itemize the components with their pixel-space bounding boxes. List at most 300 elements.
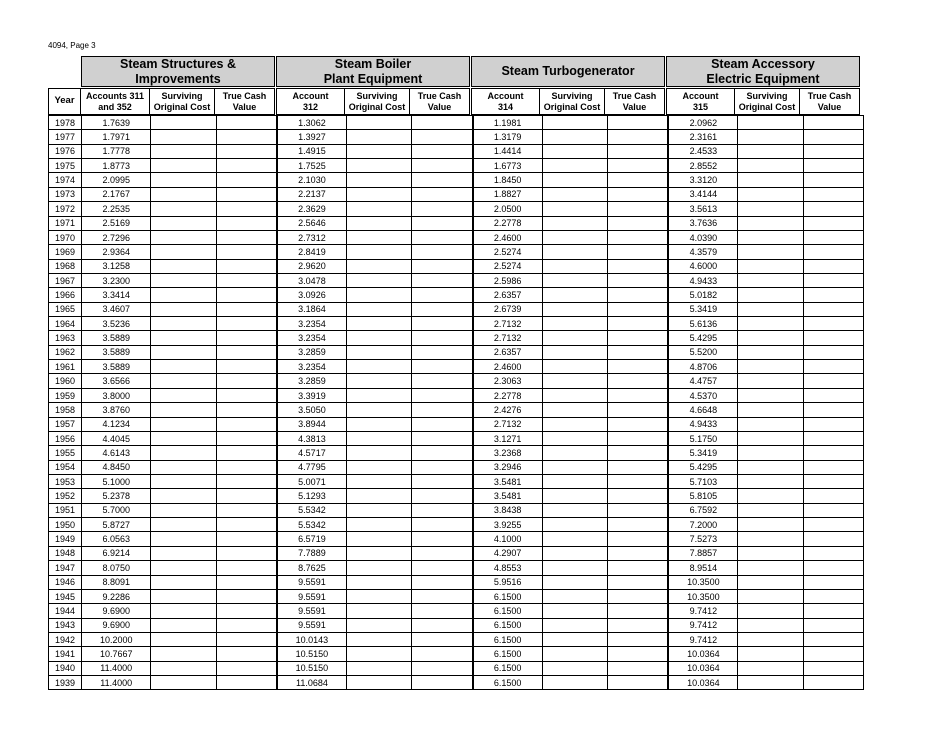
surviving-cost-cell[interactable] [347,618,412,632]
true-cash-value-cell[interactable] [216,676,276,690]
true-cash-value-cell[interactable] [412,187,472,201]
surviving-cost-cell[interactable] [542,360,607,374]
surviving-cost-cell[interactable] [738,604,803,618]
surviving-cost-cell[interactable] [347,317,412,331]
surviving-cost-cell[interactable] [347,546,412,560]
surviving-cost-cell[interactable] [738,661,803,675]
surviving-cost-cell[interactable] [542,575,607,589]
true-cash-value-cell[interactable] [216,446,276,460]
true-cash-value-cell[interactable] [803,116,863,130]
true-cash-value-cell[interactable] [608,216,668,230]
true-cash-value-cell[interactable] [608,618,668,632]
true-cash-value-cell[interactable] [803,245,863,259]
surviving-cost-cell[interactable] [151,518,216,532]
surviving-cost-cell[interactable] [347,259,412,273]
surviving-cost-cell[interactable] [347,331,412,345]
true-cash-value-cell[interactable] [608,116,668,130]
surviving-cost-cell[interactable] [347,575,412,589]
surviving-cost-cell[interactable] [151,546,216,560]
true-cash-value-cell[interactable] [608,431,668,445]
true-cash-value-cell[interactable] [412,618,472,632]
true-cash-value-cell[interactable] [803,159,863,173]
true-cash-value-cell[interactable] [803,460,863,474]
true-cash-value-cell[interactable] [803,518,863,532]
surviving-cost-cell[interactable] [738,417,803,431]
true-cash-value-cell[interactable] [608,489,668,503]
surviving-cost-cell[interactable] [738,647,803,661]
true-cash-value-cell[interactable] [803,187,863,201]
surviving-cost-cell[interactable] [542,676,607,690]
true-cash-value-cell[interactable] [608,288,668,302]
true-cash-value-cell[interactable] [803,575,863,589]
surviving-cost-cell[interactable] [542,187,607,201]
true-cash-value-cell[interactable] [216,618,276,632]
surviving-cost-cell[interactable] [151,431,216,445]
surviving-cost-cell[interactable] [738,345,803,359]
true-cash-value-cell[interactable] [803,561,863,575]
true-cash-value-cell[interactable] [216,173,276,187]
true-cash-value-cell[interactable] [803,474,863,488]
true-cash-value-cell[interactable] [412,331,472,345]
surviving-cost-cell[interactable] [542,647,607,661]
true-cash-value-cell[interactable] [412,446,472,460]
true-cash-value-cell[interactable] [608,446,668,460]
surviving-cost-cell[interactable] [542,431,607,445]
surviving-cost-cell[interactable] [542,230,607,244]
surviving-cost-cell[interactable] [151,360,216,374]
surviving-cost-cell[interactable] [151,302,216,316]
surviving-cost-cell[interactable] [542,546,607,560]
true-cash-value-cell[interactable] [608,245,668,259]
true-cash-value-cell[interactable] [412,202,472,216]
true-cash-value-cell[interactable] [216,144,276,158]
true-cash-value-cell[interactable] [412,302,472,316]
true-cash-value-cell[interactable] [216,604,276,618]
surviving-cost-cell[interactable] [542,403,607,417]
true-cash-value-cell[interactable] [216,331,276,345]
surviving-cost-cell[interactable] [738,116,803,130]
surviving-cost-cell[interactable] [347,532,412,546]
surviving-cost-cell[interactable] [151,116,216,130]
true-cash-value-cell[interactable] [803,589,863,603]
surviving-cost-cell[interactable] [347,503,412,517]
true-cash-value-cell[interactable] [412,130,472,144]
true-cash-value-cell[interactable] [608,345,668,359]
true-cash-value-cell[interactable] [608,589,668,603]
surviving-cost-cell[interactable] [738,503,803,517]
true-cash-value-cell[interactable] [803,374,863,388]
surviving-cost-cell[interactable] [738,159,803,173]
surviving-cost-cell[interactable] [738,259,803,273]
true-cash-value-cell[interactable] [608,474,668,488]
true-cash-value-cell[interactable] [412,575,472,589]
surviving-cost-cell[interactable] [738,245,803,259]
surviving-cost-cell[interactable] [151,417,216,431]
true-cash-value-cell[interactable] [216,187,276,201]
true-cash-value-cell[interactable] [216,632,276,646]
surviving-cost-cell[interactable] [542,561,607,575]
surviving-cost-cell[interactable] [542,130,607,144]
surviving-cost-cell[interactable] [542,661,607,675]
true-cash-value-cell[interactable] [608,374,668,388]
surviving-cost-cell[interactable] [151,159,216,173]
true-cash-value-cell[interactable] [412,259,472,273]
true-cash-value-cell[interactable] [608,403,668,417]
surviving-cost-cell[interactable] [347,130,412,144]
true-cash-value-cell[interactable] [412,589,472,603]
true-cash-value-cell[interactable] [412,503,472,517]
surviving-cost-cell[interactable] [738,431,803,445]
surviving-cost-cell[interactable] [738,187,803,201]
surviving-cost-cell[interactable] [347,302,412,316]
surviving-cost-cell[interactable] [151,503,216,517]
true-cash-value-cell[interactable] [608,661,668,675]
surviving-cost-cell[interactable] [738,317,803,331]
surviving-cost-cell[interactable] [542,618,607,632]
true-cash-value-cell[interactable] [803,302,863,316]
surviving-cost-cell[interactable] [347,230,412,244]
surviving-cost-cell[interactable] [151,403,216,417]
surviving-cost-cell[interactable] [542,245,607,259]
surviving-cost-cell[interactable] [542,604,607,618]
surviving-cost-cell[interactable] [347,187,412,201]
surviving-cost-cell[interactable] [151,245,216,259]
true-cash-value-cell[interactable] [803,417,863,431]
surviving-cost-cell[interactable] [738,446,803,460]
surviving-cost-cell[interactable] [151,317,216,331]
surviving-cost-cell[interactable] [542,388,607,402]
true-cash-value-cell[interactable] [412,245,472,259]
surviving-cost-cell[interactable] [347,173,412,187]
true-cash-value-cell[interactable] [216,474,276,488]
surviving-cost-cell[interactable] [347,589,412,603]
true-cash-value-cell[interactable] [803,546,863,560]
true-cash-value-cell[interactable] [803,173,863,187]
surviving-cost-cell[interactable] [151,532,216,546]
true-cash-value-cell[interactable] [216,647,276,661]
true-cash-value-cell[interactable] [803,431,863,445]
true-cash-value-cell[interactable] [608,317,668,331]
true-cash-value-cell[interactable] [803,489,863,503]
surviving-cost-cell[interactable] [542,589,607,603]
surviving-cost-cell[interactable] [151,575,216,589]
surviving-cost-cell[interactable] [738,288,803,302]
true-cash-value-cell[interactable] [412,345,472,359]
true-cash-value-cell[interactable] [608,676,668,690]
surviving-cost-cell[interactable] [151,474,216,488]
true-cash-value-cell[interactable] [412,230,472,244]
true-cash-value-cell[interactable] [803,144,863,158]
surviving-cost-cell[interactable] [542,417,607,431]
surviving-cost-cell[interactable] [542,474,607,488]
surviving-cost-cell[interactable] [738,202,803,216]
true-cash-value-cell[interactable] [608,604,668,618]
true-cash-value-cell[interactable] [803,446,863,460]
true-cash-value-cell[interactable] [608,460,668,474]
true-cash-value-cell[interactable] [412,360,472,374]
surviving-cost-cell[interactable] [542,331,607,345]
surviving-cost-cell[interactable] [738,374,803,388]
true-cash-value-cell[interactable] [608,388,668,402]
true-cash-value-cell[interactable] [216,245,276,259]
true-cash-value-cell[interactable] [216,360,276,374]
true-cash-value-cell[interactable] [608,331,668,345]
true-cash-value-cell[interactable] [412,417,472,431]
true-cash-value-cell[interactable] [608,273,668,287]
true-cash-value-cell[interactable] [803,317,863,331]
true-cash-value-cell[interactable] [216,460,276,474]
true-cash-value-cell[interactable] [803,130,863,144]
true-cash-value-cell[interactable] [216,159,276,173]
true-cash-value-cell[interactable] [412,632,472,646]
surviving-cost-cell[interactable] [347,144,412,158]
true-cash-value-cell[interactable] [412,403,472,417]
surviving-cost-cell[interactable] [347,417,412,431]
true-cash-value-cell[interactable] [803,360,863,374]
true-cash-value-cell[interactable] [216,273,276,287]
surviving-cost-cell[interactable] [347,345,412,359]
true-cash-value-cell[interactable] [412,317,472,331]
surviving-cost-cell[interactable] [347,202,412,216]
true-cash-value-cell[interactable] [608,561,668,575]
true-cash-value-cell[interactable] [412,661,472,675]
true-cash-value-cell[interactable] [412,676,472,690]
true-cash-value-cell[interactable] [216,288,276,302]
surviving-cost-cell[interactable] [151,345,216,359]
surviving-cost-cell[interactable] [542,202,607,216]
surviving-cost-cell[interactable] [542,518,607,532]
surviving-cost-cell[interactable] [151,676,216,690]
true-cash-value-cell[interactable] [803,230,863,244]
surviving-cost-cell[interactable] [542,446,607,460]
surviving-cost-cell[interactable] [542,216,607,230]
surviving-cost-cell[interactable] [738,460,803,474]
surviving-cost-cell[interactable] [151,647,216,661]
surviving-cost-cell[interactable] [347,518,412,532]
true-cash-value-cell[interactable] [803,331,863,345]
surviving-cost-cell[interactable] [347,489,412,503]
true-cash-value-cell[interactable] [216,317,276,331]
surviving-cost-cell[interactable] [738,589,803,603]
true-cash-value-cell[interactable] [803,216,863,230]
surviving-cost-cell[interactable] [542,144,607,158]
surviving-cost-cell[interactable] [542,273,607,287]
true-cash-value-cell[interactable] [216,345,276,359]
true-cash-value-cell[interactable] [608,360,668,374]
true-cash-value-cell[interactable] [608,417,668,431]
true-cash-value-cell[interactable] [608,302,668,316]
surviving-cost-cell[interactable] [738,230,803,244]
surviving-cost-cell[interactable] [347,288,412,302]
surviving-cost-cell[interactable] [347,245,412,259]
surviving-cost-cell[interactable] [347,360,412,374]
surviving-cost-cell[interactable] [542,503,607,517]
surviving-cost-cell[interactable] [542,116,607,130]
surviving-cost-cell[interactable] [347,632,412,646]
true-cash-value-cell[interactable] [803,647,863,661]
surviving-cost-cell[interactable] [542,159,607,173]
surviving-cost-cell[interactable] [151,273,216,287]
true-cash-value-cell[interactable] [412,216,472,230]
surviving-cost-cell[interactable] [738,676,803,690]
true-cash-value-cell[interactable] [412,116,472,130]
surviving-cost-cell[interactable] [151,288,216,302]
true-cash-value-cell[interactable] [412,532,472,546]
true-cash-value-cell[interactable] [608,647,668,661]
surviving-cost-cell[interactable] [347,116,412,130]
true-cash-value-cell[interactable] [803,202,863,216]
surviving-cost-cell[interactable] [151,216,216,230]
true-cash-value-cell[interactable] [412,144,472,158]
true-cash-value-cell[interactable] [216,417,276,431]
true-cash-value-cell[interactable] [803,532,863,546]
true-cash-value-cell[interactable] [412,159,472,173]
true-cash-value-cell[interactable] [608,144,668,158]
surviving-cost-cell[interactable] [542,345,607,359]
surviving-cost-cell[interactable] [542,532,607,546]
true-cash-value-cell[interactable] [608,159,668,173]
true-cash-value-cell[interactable] [216,374,276,388]
true-cash-value-cell[interactable] [216,575,276,589]
true-cash-value-cell[interactable] [608,518,668,532]
true-cash-value-cell[interactable] [216,388,276,402]
true-cash-value-cell[interactable] [608,575,668,589]
surviving-cost-cell[interactable] [347,474,412,488]
surviving-cost-cell[interactable] [738,173,803,187]
surviving-cost-cell[interactable] [738,302,803,316]
surviving-cost-cell[interactable] [347,374,412,388]
surviving-cost-cell[interactable] [347,460,412,474]
true-cash-value-cell[interactable] [216,546,276,560]
true-cash-value-cell[interactable] [803,618,863,632]
surviving-cost-cell[interactable] [542,632,607,646]
surviving-cost-cell[interactable] [542,317,607,331]
true-cash-value-cell[interactable] [608,173,668,187]
true-cash-value-cell[interactable] [608,187,668,201]
surviving-cost-cell[interactable] [151,374,216,388]
true-cash-value-cell[interactable] [412,388,472,402]
true-cash-value-cell[interactable] [803,661,863,675]
true-cash-value-cell[interactable] [216,431,276,445]
true-cash-value-cell[interactable] [803,604,863,618]
surviving-cost-cell[interactable] [347,159,412,173]
surviving-cost-cell[interactable] [151,618,216,632]
true-cash-value-cell[interactable] [216,489,276,503]
true-cash-value-cell[interactable] [412,173,472,187]
surviving-cost-cell[interactable] [738,532,803,546]
surviving-cost-cell[interactable] [347,403,412,417]
surviving-cost-cell[interactable] [151,604,216,618]
true-cash-value-cell[interactable] [412,518,472,532]
surviving-cost-cell[interactable] [151,446,216,460]
surviving-cost-cell[interactable] [738,360,803,374]
true-cash-value-cell[interactable] [608,503,668,517]
surviving-cost-cell[interactable] [347,561,412,575]
surviving-cost-cell[interactable] [151,489,216,503]
true-cash-value-cell[interactable] [216,532,276,546]
surviving-cost-cell[interactable] [542,489,607,503]
true-cash-value-cell[interactable] [608,259,668,273]
true-cash-value-cell[interactable] [803,676,863,690]
true-cash-value-cell[interactable] [803,403,863,417]
surviving-cost-cell[interactable] [347,388,412,402]
true-cash-value-cell[interactable] [216,302,276,316]
true-cash-value-cell[interactable] [412,474,472,488]
true-cash-value-cell[interactable] [803,503,863,517]
surviving-cost-cell[interactable] [738,331,803,345]
true-cash-value-cell[interactable] [803,273,863,287]
true-cash-value-cell[interactable] [412,288,472,302]
true-cash-value-cell[interactable] [216,518,276,532]
surviving-cost-cell[interactable] [542,259,607,273]
surviving-cost-cell[interactable] [738,144,803,158]
surviving-cost-cell[interactable] [347,446,412,460]
true-cash-value-cell[interactable] [216,230,276,244]
true-cash-value-cell[interactable] [803,288,863,302]
true-cash-value-cell[interactable] [803,345,863,359]
true-cash-value-cell[interactable] [412,273,472,287]
true-cash-value-cell[interactable] [216,561,276,575]
true-cash-value-cell[interactable] [803,259,863,273]
surviving-cost-cell[interactable] [738,216,803,230]
surviving-cost-cell[interactable] [542,173,607,187]
true-cash-value-cell[interactable] [412,604,472,618]
surviving-cost-cell[interactable] [738,388,803,402]
true-cash-value-cell[interactable] [608,202,668,216]
true-cash-value-cell[interactable] [216,661,276,675]
surviving-cost-cell[interactable] [151,331,216,345]
true-cash-value-cell[interactable] [412,460,472,474]
surviving-cost-cell[interactable] [151,388,216,402]
surviving-cost-cell[interactable] [347,216,412,230]
surviving-cost-cell[interactable] [738,403,803,417]
true-cash-value-cell[interactable] [216,259,276,273]
surviving-cost-cell[interactable] [738,518,803,532]
true-cash-value-cell[interactable] [216,202,276,216]
surviving-cost-cell[interactable] [151,460,216,474]
surviving-cost-cell[interactable] [151,589,216,603]
surviving-cost-cell[interactable] [347,431,412,445]
surviving-cost-cell[interactable] [542,288,607,302]
true-cash-value-cell[interactable] [412,431,472,445]
true-cash-value-cell[interactable] [412,561,472,575]
surviving-cost-cell[interactable] [151,230,216,244]
true-cash-value-cell[interactable] [803,632,863,646]
surviving-cost-cell[interactable] [347,676,412,690]
surviving-cost-cell[interactable] [347,661,412,675]
surviving-cost-cell[interactable] [738,618,803,632]
true-cash-value-cell[interactable] [608,230,668,244]
true-cash-value-cell[interactable] [412,374,472,388]
true-cash-value-cell[interactable] [608,532,668,546]
surviving-cost-cell[interactable] [738,474,803,488]
true-cash-value-cell[interactable] [216,589,276,603]
surviving-cost-cell[interactable] [151,130,216,144]
true-cash-value-cell[interactable] [216,503,276,517]
surviving-cost-cell[interactable] [151,661,216,675]
surviving-cost-cell[interactable] [738,273,803,287]
surviving-cost-cell[interactable] [738,489,803,503]
surviving-cost-cell[interactable] [347,273,412,287]
surviving-cost-cell[interactable] [738,632,803,646]
surviving-cost-cell[interactable] [151,187,216,201]
surviving-cost-cell[interactable] [151,202,216,216]
true-cash-value-cell[interactable] [412,647,472,661]
true-cash-value-cell[interactable] [608,130,668,144]
true-cash-value-cell[interactable] [216,403,276,417]
surviving-cost-cell[interactable] [151,259,216,273]
surviving-cost-cell[interactable] [542,374,607,388]
